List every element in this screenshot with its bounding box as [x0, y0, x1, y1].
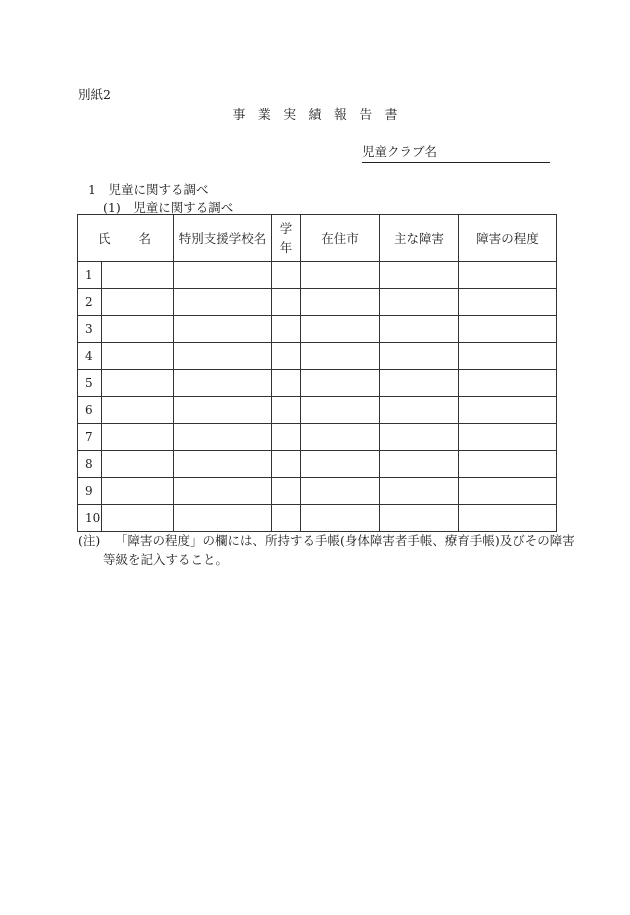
cell-name[interactable]: [102, 262, 174, 289]
note-text-1: 「障害の程度」の欄には、所持する手帳(身体障害者手帳、療育手帳)及びその障害: [115, 533, 575, 548]
cell-name[interactable]: [102, 343, 174, 370]
cell-disability[interactable]: [380, 370, 459, 397]
table-row: [78, 316, 557, 343]
row-number: 7: [78, 424, 102, 451]
cell-degree[interactable]: [459, 370, 557, 397]
cell-city[interactable]: [301, 262, 380, 289]
header-name-right: 名: [138, 231, 151, 246]
cell-city[interactable]: [301, 451, 380, 478]
cell-grade[interactable]: [272, 343, 301, 370]
cell-school[interactable]: [174, 343, 272, 370]
cell-degree[interactable]: [459, 343, 557, 370]
table-row: [78, 289, 557, 316]
cell-school[interactable]: [174, 451, 272, 478]
cell-name[interactable]: [102, 316, 174, 343]
cell-city[interactable]: [301, 505, 380, 532]
row-number: 4: [78, 343, 102, 370]
table-row: [78, 397, 557, 424]
header-school: 特別支援学校名: [174, 215, 272, 262]
row-number: 10: [78, 505, 102, 532]
note-mark: (注): [78, 533, 101, 548]
cell-name[interactable]: [102, 478, 174, 505]
cell-name[interactable]: [102, 289, 174, 316]
cell-city[interactable]: [301, 289, 380, 316]
cell-city[interactable]: [301, 343, 380, 370]
cell-school[interactable]: [174, 370, 272, 397]
cell-grade[interactable]: [272, 370, 301, 397]
cell-city[interactable]: [301, 424, 380, 451]
cell-grade[interactable]: [272, 478, 301, 505]
table-row: [78, 424, 557, 451]
row-number: 5: [78, 370, 102, 397]
header-degree: 障害の程度: [459, 215, 557, 262]
cell-disability[interactable]: [380, 316, 459, 343]
cell-degree[interactable]: [459, 424, 557, 451]
cell-degree[interactable]: [459, 289, 557, 316]
row-number: 2: [78, 289, 102, 316]
cell-disability[interactable]: [380, 451, 459, 478]
header-grade: [272, 215, 301, 262]
row-number: 6: [78, 397, 102, 424]
cell-name[interactable]: [102, 451, 174, 478]
note-line-1: [78, 531, 575, 549]
subsection-heading: (1) 児童に関する調べ: [103, 200, 234, 215]
cell-disability[interactable]: [380, 424, 459, 451]
table-row: [78, 262, 557, 289]
cell-city[interactable]: [301, 316, 380, 343]
cell-name[interactable]: [102, 424, 174, 451]
document-label: 別紙2: [78, 87, 111, 102]
cell-grade[interactable]: [272, 505, 301, 532]
cell-city[interactable]: [301, 397, 380, 424]
header-name: [78, 215, 174, 262]
table-row: [78, 343, 557, 370]
cell-grade[interactable]: [272, 316, 301, 343]
table-row: [78, 505, 557, 532]
section-heading: 1 児童に関する調べ: [88, 182, 209, 197]
row-number: 3: [78, 316, 102, 343]
cell-disability[interactable]: [380, 289, 459, 316]
cell-degree[interactable]: [459, 316, 557, 343]
table-header-row: [78, 215, 557, 262]
header-city: 在住市: [301, 215, 380, 262]
cell-name[interactable]: [102, 505, 174, 532]
cell-degree[interactable]: [459, 451, 557, 478]
cell-grade[interactable]: [272, 262, 301, 289]
cell-degree[interactable]: [459, 397, 557, 424]
cell-school[interactable]: [174, 262, 272, 289]
cell-school[interactable]: [174, 397, 272, 424]
cell-school[interactable]: [174, 289, 272, 316]
header-grade-top: 学: [279, 221, 293, 236]
header-grade-bottom: 年: [279, 240, 293, 255]
cell-grade[interactable]: [272, 451, 301, 478]
cell-disability[interactable]: [380, 343, 459, 370]
cell-grade[interactable]: [272, 289, 301, 316]
cell-degree[interactable]: [459, 505, 557, 532]
cell-disability[interactable]: [380, 478, 459, 505]
note-text-2: 等級を記入すること。: [103, 552, 229, 567]
cell-school[interactable]: [174, 424, 272, 451]
row-number: 9: [78, 478, 102, 505]
cell-school[interactable]: [174, 478, 272, 505]
header-disability: 主な障害: [380, 215, 459, 262]
cell-grade[interactable]: [272, 424, 301, 451]
cell-city[interactable]: [301, 370, 380, 397]
cell-city[interactable]: [301, 478, 380, 505]
table-row: [78, 478, 557, 505]
cell-disability[interactable]: [380, 262, 459, 289]
row-number: 1: [78, 262, 102, 289]
document-title: 事業実績報告書: [232, 108, 410, 123]
cell-school[interactable]: [174, 316, 272, 343]
cell-name[interactable]: [102, 397, 174, 424]
cell-grade[interactable]: [272, 397, 301, 424]
cell-disability[interactable]: [380, 505, 459, 532]
cell-school[interactable]: [174, 505, 272, 532]
header-name-left: 氏: [98, 231, 111, 246]
table-row: [78, 451, 557, 478]
club-name-field[interactable]: 児童クラブ名: [362, 142, 550, 163]
table-row: [78, 370, 557, 397]
children-table: [77, 214, 557, 532]
cell-name[interactable]: [102, 370, 174, 397]
cell-degree[interactable]: [459, 478, 557, 505]
cell-degree[interactable]: [459, 262, 557, 289]
cell-disability[interactable]: [380, 397, 459, 424]
row-number: 8: [78, 451, 102, 478]
